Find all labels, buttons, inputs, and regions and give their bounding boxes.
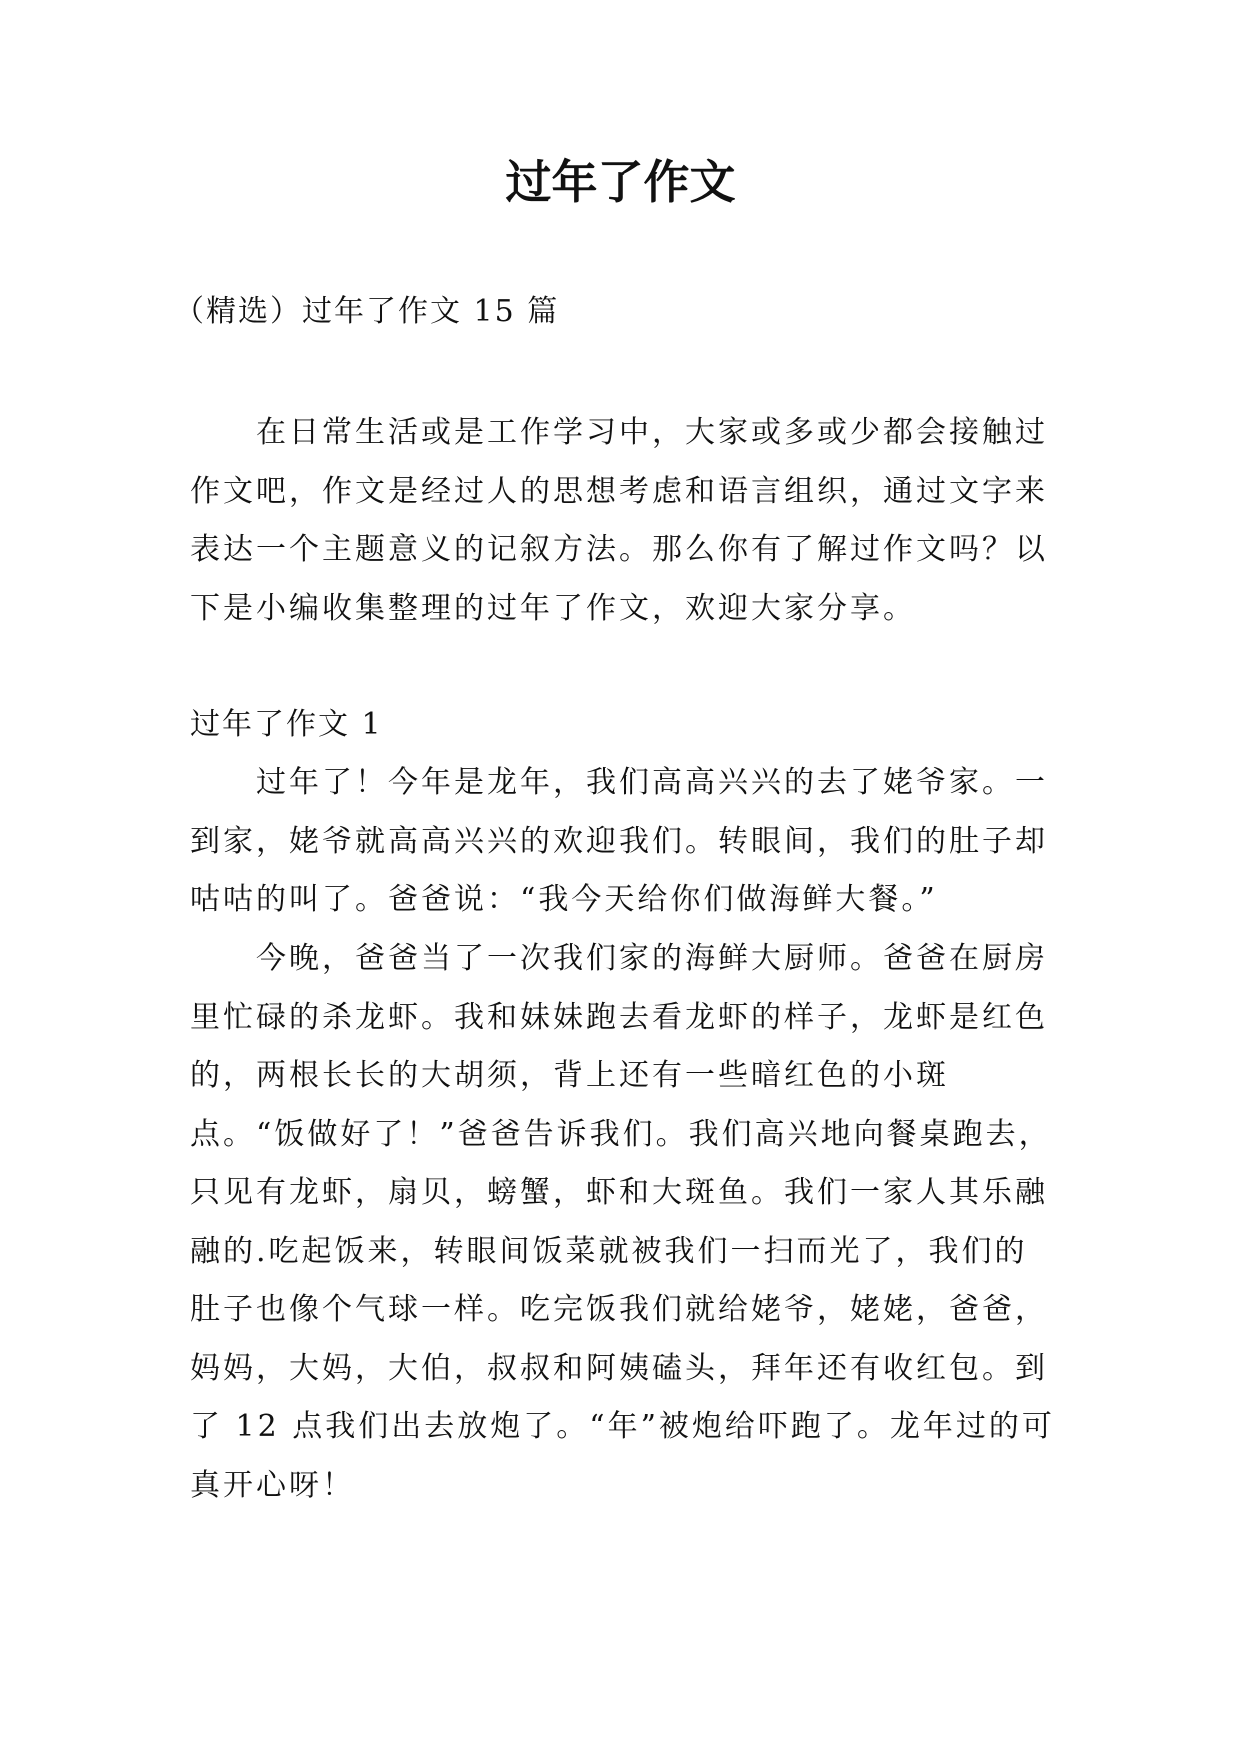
essay-paragraph-2: 今晚，爸爸当了一次我们家的海鲜大厨师。爸爸在厨房里忙碌的杀龙虾。我和妹妹跑去看龙虾的样子，龙虾是红色的，两根长长的大胡须，背上还有一些暗红色的小斑点。“饭做好了！”爸爸告诉我们。我们高兴地向餐桌跑去，只见有龙虾，扇贝，螃蟹，虾和大斑鱼。我们一家人其乐融融的.吃起饭来，转眼间饭菜就被我们一扫而光了，我们的肚子也像个气球一样。吃完饭我们就给姥爷，姥姥，爸爸，妈妈，大妈，大伯，叔叔和阿姨磕头，拜年还有收红包。到了 12 点我们出去放炮了。“年”被炮给吓跑了。龙年过的可真开心呀！ [190, 941, 1055, 1503]
document-title: 过年了作文 [505, 155, 736, 209]
intro-paragraph: 在日常生活或是工作学习中，大家或多或少都会接触过作文吧，作文是经过人的思想考虑和语言组织，通过文字来表达一个主题意义的记叙方法。那么你有了解过作文吗？以下是小编收集整理的过年了作文，欢迎大家分享。 [190, 415, 1048, 626]
document-subtitle: （精选）过年了作文 15 篇 [174, 294, 560, 329]
section-heading: 过年了作文 1 [190, 707, 383, 742]
essay-paragraph-1: 过年了！今年是龙年，我们高高兴兴的去了姥爷家。一到家，姥爷就高高兴兴的欢迎我们。转眼间，我们的肚子却咕咕的叫了。爸爸说：“我今天给你们做海鲜大餐。” [190, 765, 1048, 917]
